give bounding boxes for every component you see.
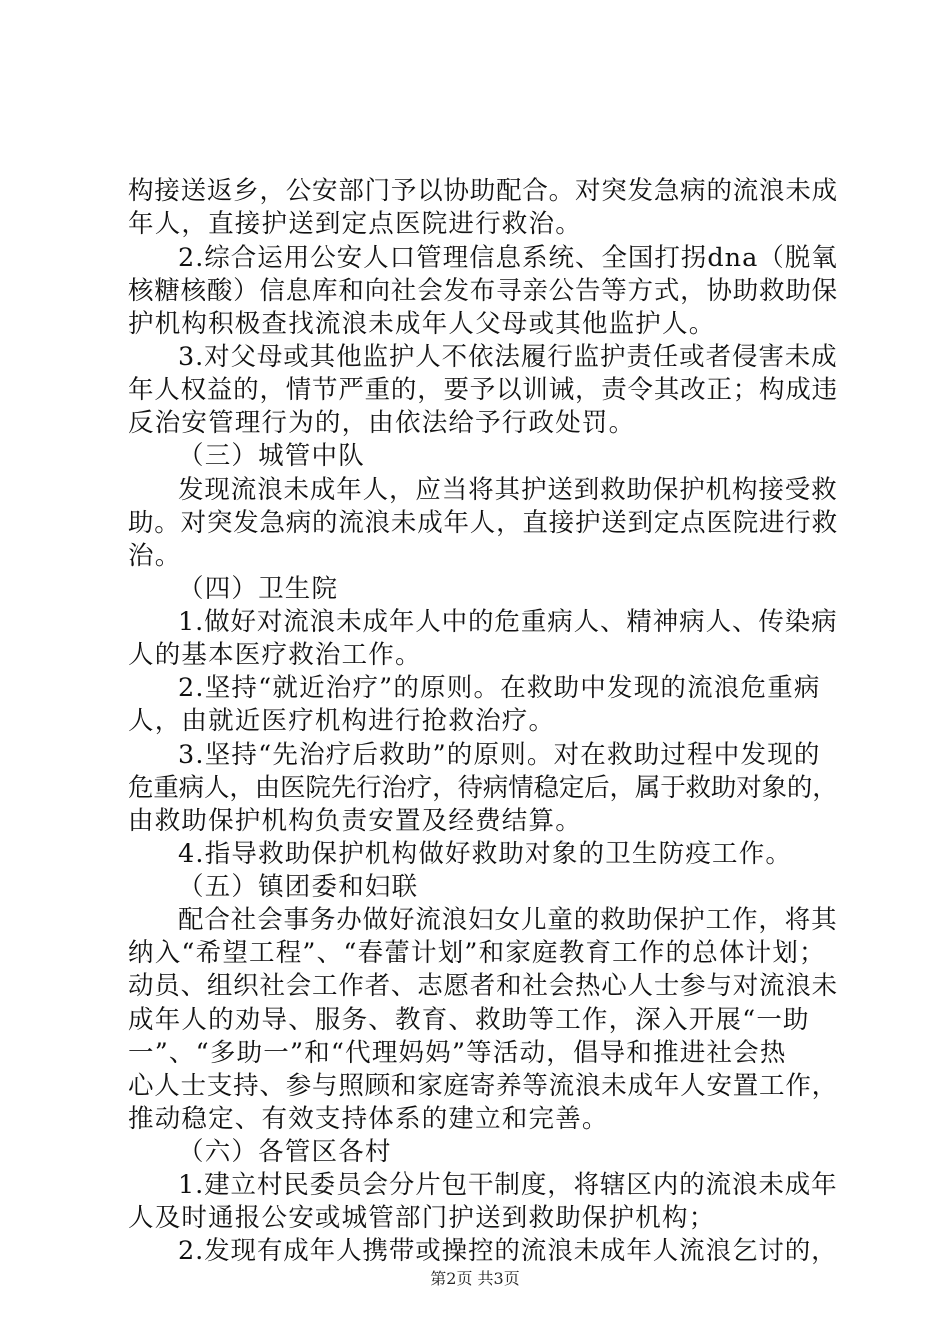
text-line: 2.综合运用公安人口管理信息系统、全国打拐dna（脱氧 [178,243,838,273]
text-line: 1.做好对流浪未成年人中的危重病人、精神病人、传染病 [178,607,838,637]
text-line: 发现流浪未成年人，应当将其护送到救助保护机构接受救 [178,475,838,505]
text-line: 护机构积极查找流浪未成年人父母或其他监护人。 [128,309,716,339]
text-line: 3.坚持“先治疗后救助”的原则。对在救助过程中发现的 [178,740,821,770]
section-heading: （三）城管中队 [178,441,365,471]
text-line: 构接送返乡，公安部门予以协助配合。对突发急病的流浪未成 [128,176,838,206]
text-line: 人的基本医疗救治工作。 [128,640,422,670]
text-line: 配合社会事务办做好流浪妇女儿童的救助保护工作，将其 [178,905,838,935]
text-line: 4.指导救助保护机构做好救助对象的卫生防疫工作。 [178,839,793,869]
text-line: 助。对突发急病的流浪未成年人，直接护送到定点医院进行救 [128,508,838,538]
text-line: 年人权益的，情节严重的，要予以训诫，责令其改正；构成违 [128,375,838,405]
text-line: 核糖核酸）信息库和向社会发布寻亲公告等方式，协助救助保 [128,276,838,306]
section-heading: （六）各管区各村 [178,1137,392,1167]
text-line: 一”、“多助一”和“代理妈妈”等活动，倡导和推进社会热 [128,1038,787,1068]
text-line: 治。 [128,541,182,571]
text-line: 反治安管理行为的，由依法给予行政处罚。 [128,408,636,438]
text-line: 心人士支持、参与照顾和家庭寄养等流浪未成年人安置工作， [128,1071,838,1101]
text-line: 3.对父母或其他监护人不依法履行监护责任或者侵害未成 [178,342,838,372]
text-line: 推动稳定、有效支持体系的建立和完善。 [128,1104,609,1134]
text-line: 纳入“希望工程”、“春蕾计划”和家庭教育工作的总体计划； [128,938,826,968]
section-heading: （四）卫生院 [178,574,339,604]
text-line: 2.坚持“就近治疗”的原则。在救助中发现的流浪危重病 [178,673,821,703]
text-line: 成年人的劝导、服务、教育、救助等工作，深入开展“一助 [128,1005,810,1035]
section-heading: （五）镇团委和妇联 [178,872,419,902]
text-line: 人，由就近医疗机构进行抢救治疗。 [128,706,556,736]
text-line: 1.建立村民委员会分片包干制度，将辖区内的流浪未成年 [178,1170,838,1200]
text-line: 2.发现有成年人携带或操控的流浪未成年人流浪乞讨的， [178,1236,838,1266]
text-line: 由救助保护机构负责安置及经费结算。 [128,806,582,836]
text-line: 危重病人，由医院先行治疗，待病情稳定后，属于救助对象的， [128,773,838,803]
page-number: 第2页 共3页 [430,1269,520,1288]
text-line: 动员、组织社会工作者、志愿者和社会热心人士参与对流浪未 [128,971,838,1001]
text-line: 人及时通报公安或城管部门护送到救助保护机构； [128,1203,716,1233]
text-line: 年人，直接护送到定点医院进行救治。 [128,209,582,239]
